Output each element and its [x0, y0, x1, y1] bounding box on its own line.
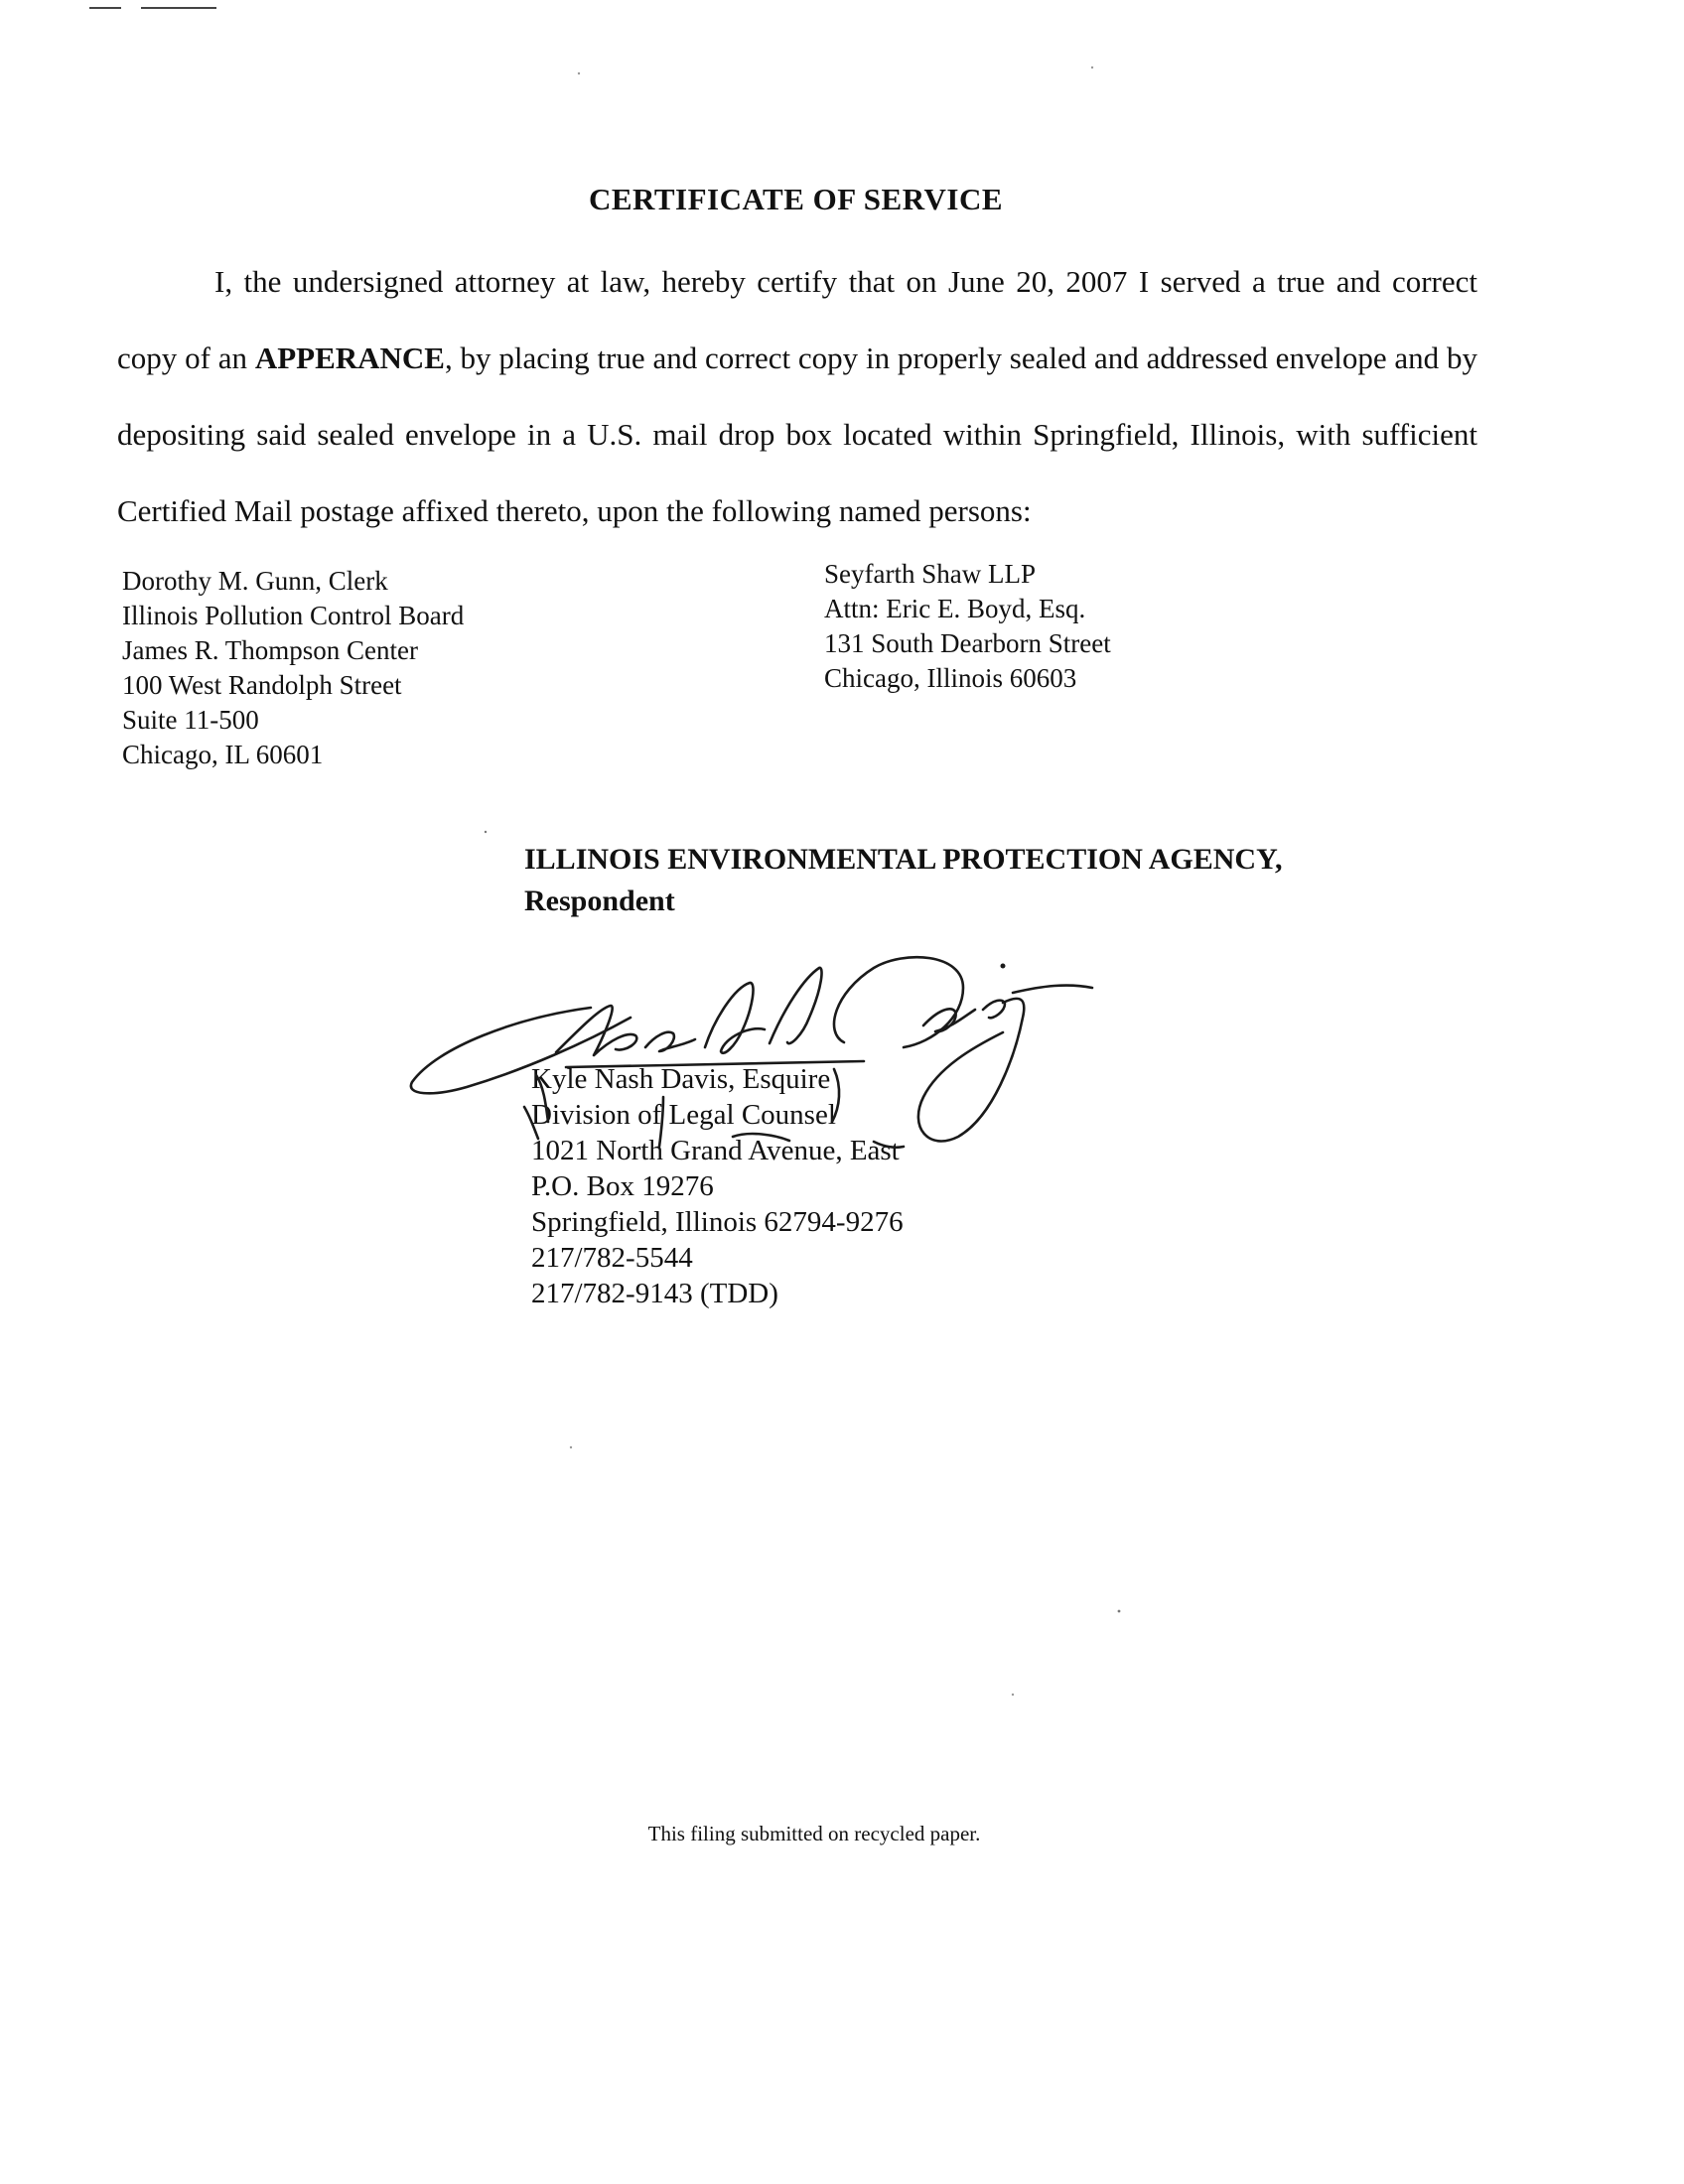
handwritten-signature — [407, 948, 1162, 1196]
address-line: Illinois Pollution Control Board — [122, 601, 465, 630]
agency-block — [524, 839, 1283, 922]
signer-name: Kyle Nash Davis, Esquire — [531, 1063, 831, 1095]
address-line: Suite 11-500 — [122, 705, 259, 735]
signer-tdd: 217/782-9143 (TDD) — [531, 1278, 778, 1309]
signer-phone: 217/782-5544 — [531, 1242, 693, 1274]
certification-text-part1: I, the undersigned attorney at law, hereby certify that on June 20, 2007 I served a true and correct copy of an — [117, 264, 1477, 375]
address-line: James R. Thompson Center — [122, 635, 418, 665]
address-line: Chicago, IL 60601 — [122, 740, 324, 769]
certification-paragraph — [117, 243, 1477, 549]
recipient-address-counsel — [824, 557, 1111, 696]
signer-po-box: P.O. Box 19276 — [531, 1170, 714, 1202]
document-title: CERTIFICATE OF SERVICE — [588, 182, 1004, 216]
address-line: Dorothy M. Gunn, Clerk — [122, 566, 388, 596]
certification-text-part2: , by placing true and correct copy in properly sealed and addressed envelope and by depositing said sealed envelope in a U.S. mail drop box located within Springfield, Illinois, with sufficient Certified Mail postage affixed thereto, upon the following named persons: — [117, 341, 1477, 528]
address-line: Seyfarth Shaw LLP — [824, 559, 1036, 589]
document-type-emphasis: APPERANCE — [254, 341, 445, 375]
agency-role: Respondent — [524, 885, 675, 917]
agency-name: ILLINOIS ENVIRONMENTAL PROTECTION AGENCY, — [524, 843, 1283, 876]
recipient-address-clerk — [122, 564, 464, 772]
recycled-paper-note: This filing submitted on recycled paper. — [647, 1822, 981, 1845]
address-line: 131 South Dearborn Street — [824, 628, 1111, 658]
signer-division: Division of Legal Counsel — [531, 1099, 836, 1131]
signer-city: Springfield, Illinois 62794-9276 — [531, 1206, 904, 1238]
signer-street: 1021 North Grand Avenue, East — [531, 1135, 900, 1166]
address-line: 100 West Randolph Street — [122, 670, 402, 700]
address-line: Chicago, Illinois 60603 — [824, 663, 1077, 693]
address-line: Attn: Eric E. Boyd, Esq. — [824, 594, 1086, 623]
